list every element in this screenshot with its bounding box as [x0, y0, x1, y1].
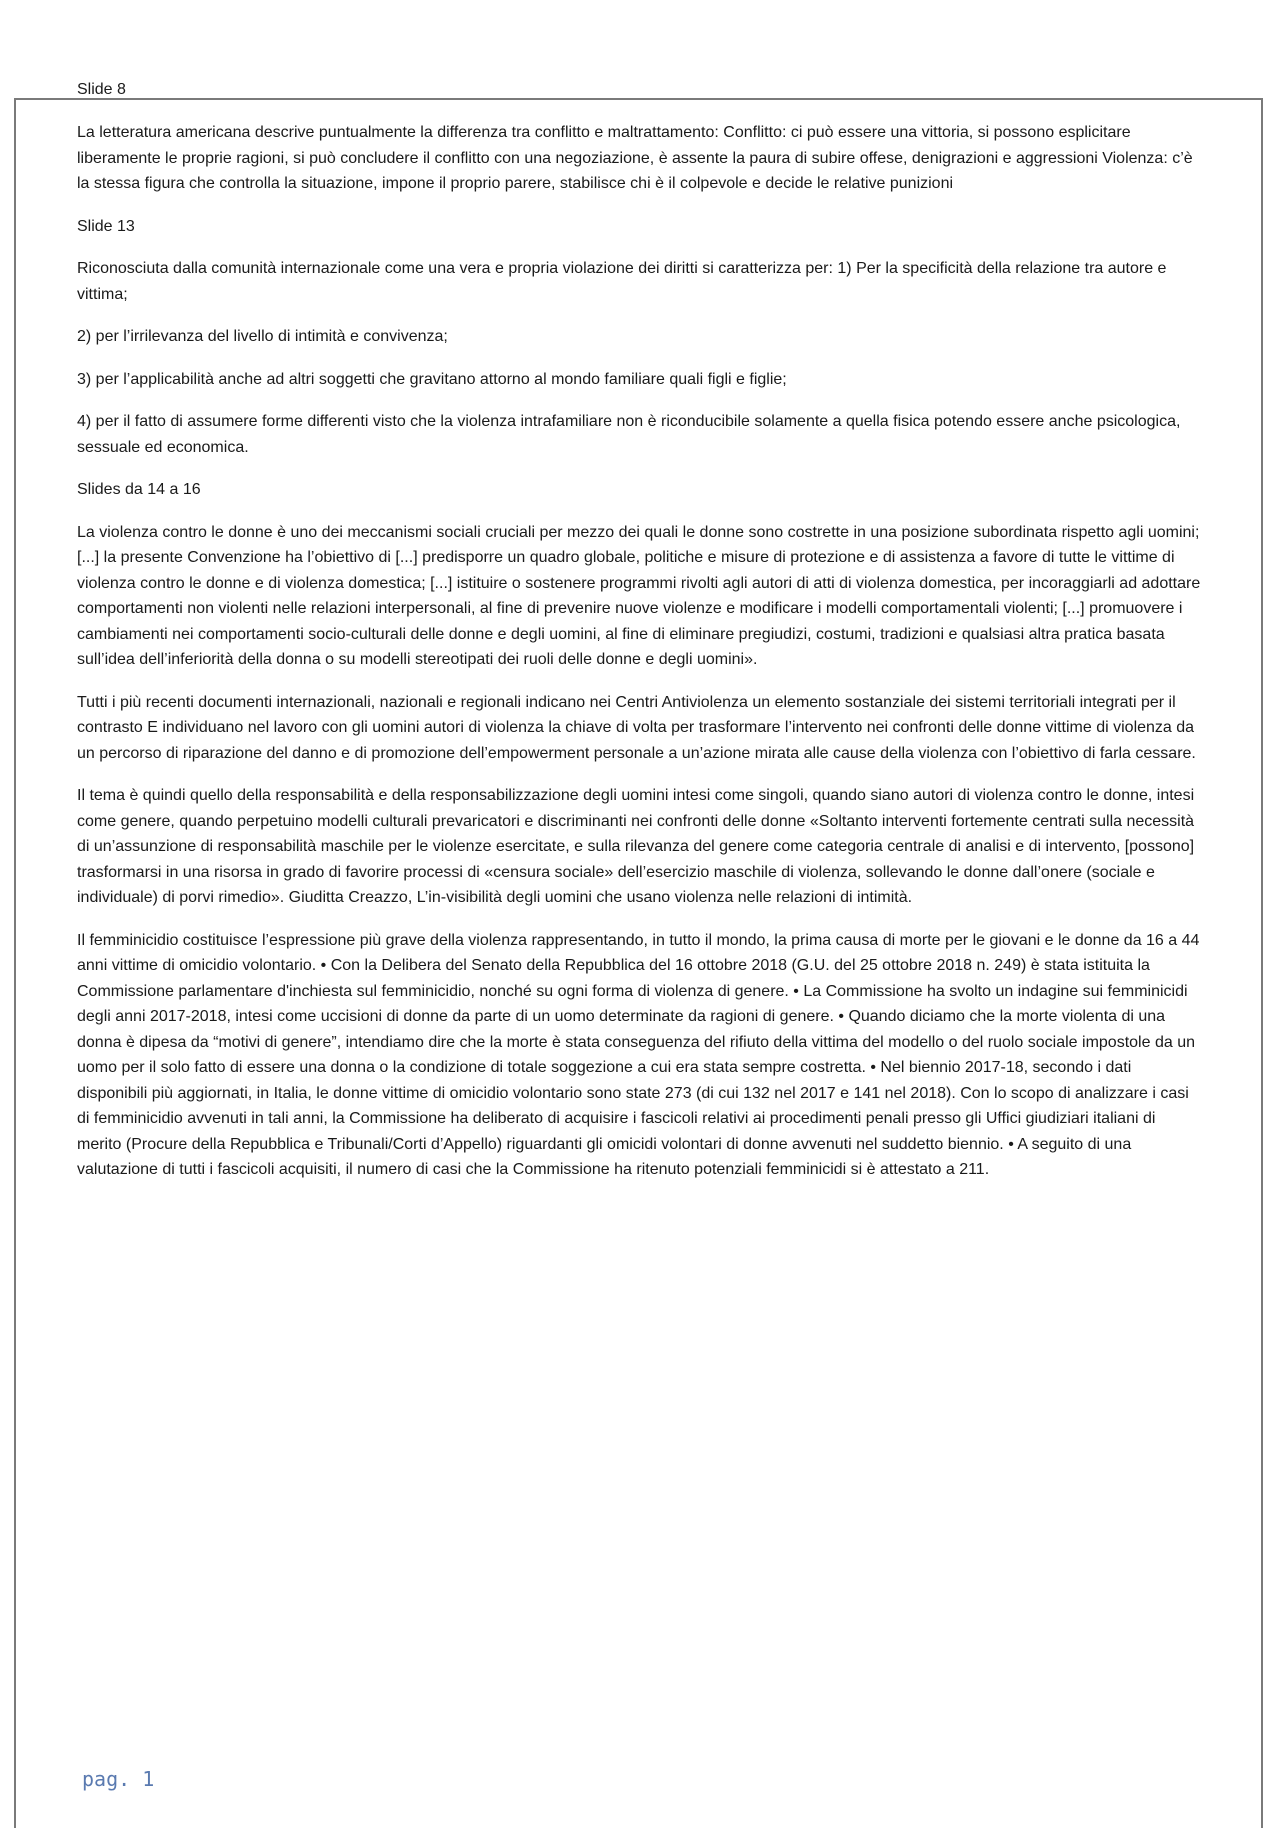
paragraph-item-4: 4) per il fatto di assumere forme differenti visto che la violenza intrafamiliare non è riconducibile solamente a quella fisica potendo essere anche psicologica, sessuale ed economica.	[77, 413, 1181, 456]
paragraph-femminicidio: Il femminicidio costituisce l’espressione più grave della violenza rappresentando, in tutto il mondo, la prima causa di morte per le giovani e le donne da 16 a 44 anni vittime di omicidio volontario. • Con la Delibera del Senato della Repubblica del 16 ottobre 2018 (G.U. del 25 ottobre 2018 n. 249) è stata istituita la Commissione parlamentare d'inchiesta sul femminicidio, nonché su ogni forma di violenza di genere. • La Commissione ha svolto un indagine sui femminicidi degli anni 2017-2018, intesi come uccisioni di donne da parte di un uomo determinate da ragioni di genere. • Quando diciamo che la morte violenta di una donna è dipesa da “motivi di genere”, intendiamo dire che la morte è stata conseguenza del rifiuto della vittima del modello o del ruolo sociale impostole da un uomo per il solo fatto di essere una donna o la condizione di totale soggezione a cui era stata sempre costretta. • Nel biennio 2017-18, secondo i dati disponibili più aggiornati, in Italia, le donne vittime di omicidio volontario sono state 273 (di cui 132 nel 2017 e 141 nel 2018). Con lo scopo di analizzare i casi di femminicidio avvenuti in tali anni, la Commissione ha deliberato di acquisire i fascicoli relativi ai procedimenti penali presso gli Uffici giudiziari italiani di merito (Procure della Repubblica e Tribunali/Corti d’Appello) riguardanti gli omicidi volontari di donne avvenuti nel suddetto biennio. • A seguito di una valutazione di tutti i fascicoli acquisiti, il numero di casi che la Commissione ha ritenuto potenziali femminicidi si è attestato a 211.	[77, 931, 1200, 1178]
page-number: pag. 1	[82, 1767, 155, 1791]
slide-label: Slide 8	[77, 81, 126, 98]
paragraph-responsabilita: Il tema è quindi quello della responsabilità e della responsabilizzazione degli uomini intesi come singoli, quando siano autori di violenza contro le donne, intesi come genere, quando perpetuino modelli culturali prevaricatori e discriminanti nei confronti delle donne «Soltanto interventi fortemente centrati sulla necessità di un’assunzione di responsabilità maschile per le violenze esercitate, e sulla rilevanza del genere come categoria centrale di analisi e di intervento, [possono] trasformarsi in una risorsa in grado di favorire processi di «censura sociale» dell’esercizio maschile di violenza, sollevando le donne dall’onere (sociale e individuale) di porvi rimedio». Giuditta Creazzo, L’in-visibilità degli uomini che usano violenza nelle relazioni di intimità.	[77, 787, 1195, 906]
paragraph-item-2: 2) per l’irrilevanza del livello di intimità e convivenza;	[77, 328, 448, 345]
paragraph-violazione-diritti: Riconosciuta dalla comunità internazionale come una vera e propria violazione dei diritti si caratterizza per: 1) Per la specificità della relazione tra autore e vittima;	[77, 260, 1167, 303]
section-heading-slides-14-16: Slides da 14 a 16	[77, 481, 201, 498]
document-body	[77, 120, 1203, 1200]
paragraph-convenzione: La violenza contro le donne è uno dei meccanismi sociali cruciali per mezzo dei quali le donne sono costrette in una posizione subordinata rispetto agli uomini; [...] la presente Convenzione ha l’obiettivo di [...] predisporre un quadro globale, politiche e misure di protezione e di assistenza a favore di tutte le vittime di violenza contro le donne e di violenza domestica; [...] istituire o sostenere programmi rivolti agli autori di atti di violenza domestica, per incoraggiarli ad adottare comportamenti non violenti nelle relazioni interpersonali, al fine di prevenire nuove violenze e modificare i modelli comportamentali violenti; [...] promuovere i cambiamenti nei comportamenti socio-culturali delle donne e degli uomini, al fine di eliminare pregiudizi, costumi, tradizioni e qualsiasi altra pratica basata sull’idea dell’inferiorità della donna o su modelli stereotipati dei ruoli delle donne e degli uomini».	[77, 523, 1201, 668]
paragraph-conflitto: La letteratura americana descrive puntualmente la differenza tra conflitto e maltrattamento: Conflitto: ci può essere una vittoria, si possono esplicitare liberamente le proprie ragioni, si può concludere il conflitto con una negoziazione, è assente la paura di subire offese, denigrazioni e aggressioni Violenza: c’è la stessa figura che controlla la situazione, impone il proprio parere, stabilisce chi è il colpevole e decide le relative punizioni	[77, 124, 1193, 192]
paragraph-centri-antiviolenza: Tutti i più recenti documenti internazionali, nazionali e regionali indicano nei Centri Antiviolenza un elemento sostanziale dei sistemi territoriali integrati per il contrasto E individuano nel lavoro con gli uomini autori di violenza la chiave di volta per trasformare l’intervento nei confronti delle donne vittime di violenza da un percorso di riparazione del danno e di promozione dell’empowerment personale a un’azione mirata alle cause della violenza con l’obiettivo di farla cessare.	[77, 693, 1196, 762]
section-heading-slide-13: Slide 13	[77, 217, 135, 235]
paragraph-item-3: 3) per l’applicabilità anche ad altri soggetti che gravitano attorno al mondo familiare quali figli e figlie;	[77, 370, 787, 388]
